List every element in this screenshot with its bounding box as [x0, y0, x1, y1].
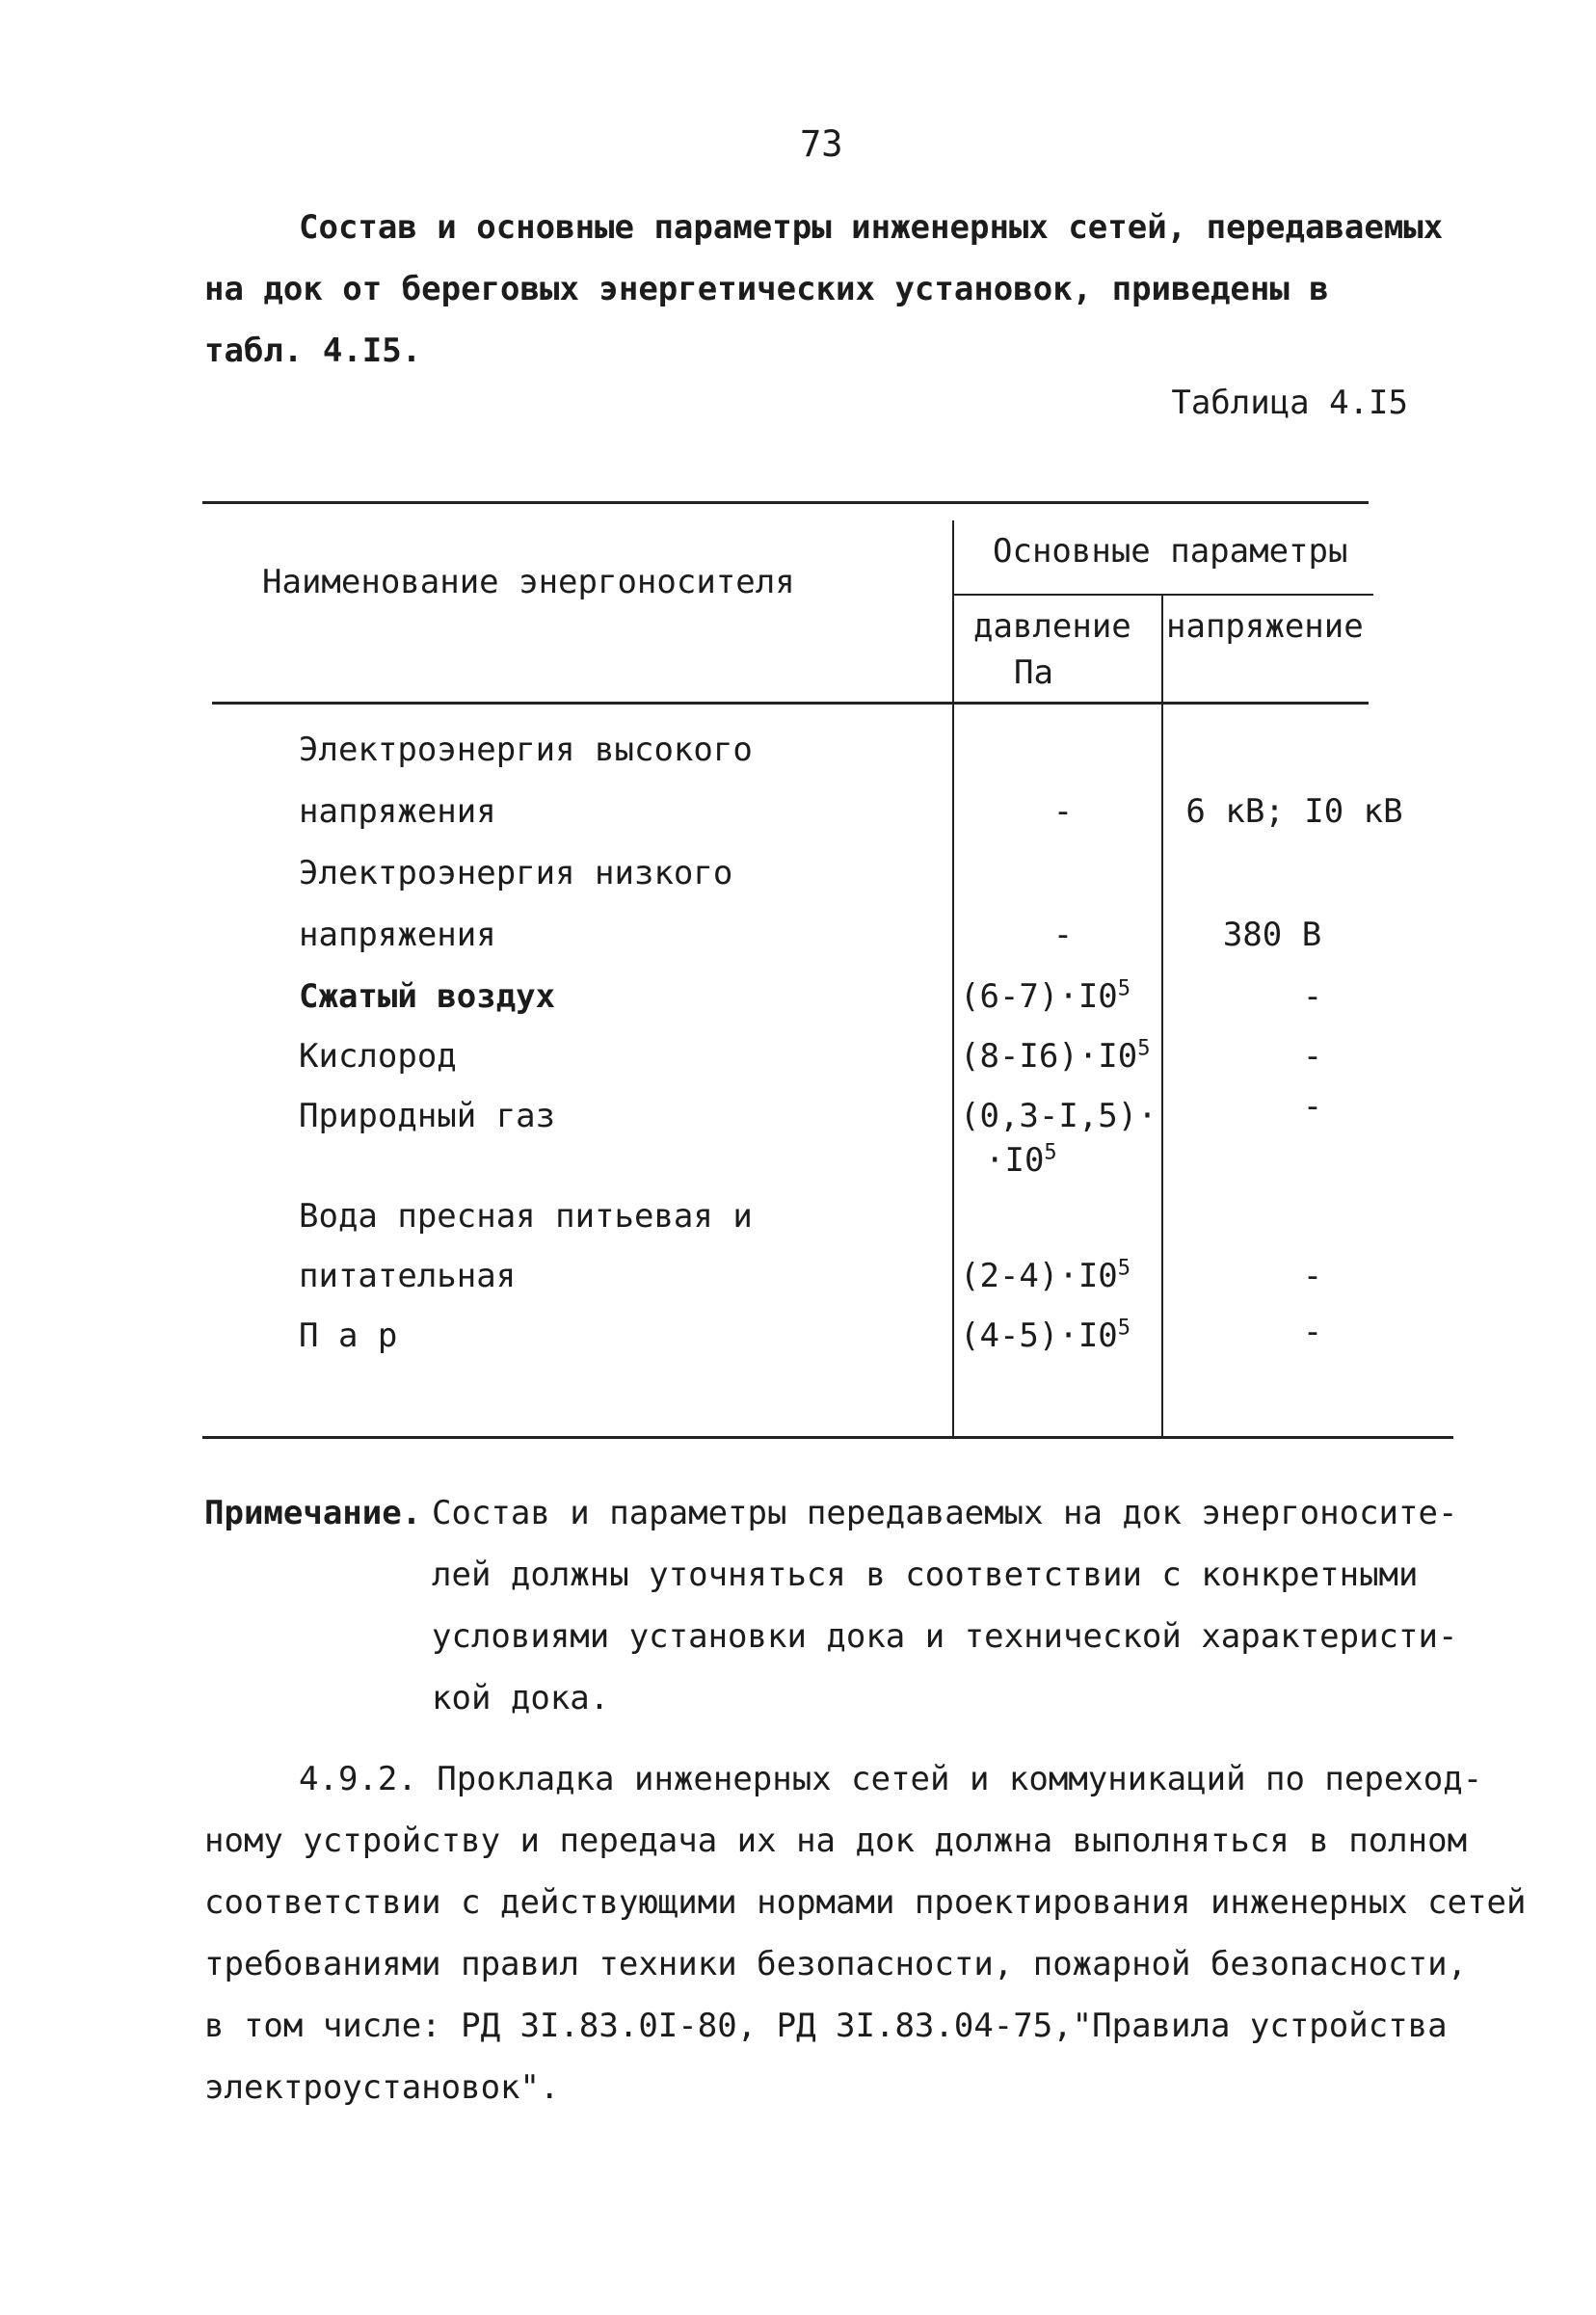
exponent: 5: [1117, 976, 1131, 1001]
pressure-value: $(4-5)\cdot I0^5$: [960, 1316, 1131, 1355]
note-line: лей должны уточняться в соответствии с конкретными: [432, 1556, 1419, 1594]
voltage-value: -: [1302, 1257, 1323, 1295]
paragraph-line: ному устройству и передача их на док должна выполняться в полном: [204, 1822, 1468, 1860]
voltage-value: -: [1302, 977, 1323, 1016]
carrier-name: напряжения: [299, 916, 496, 954]
pressure-value: -: [1052, 792, 1074, 831]
note-label: Примечание.: [204, 1494, 422, 1532]
paragraph-line: электроустановок".: [204, 2068, 560, 2107]
table-caption: Таблица 4.I5: [1171, 384, 1408, 422]
pressure-value: (0,3-I,5)·: [960, 1097, 1157, 1135]
intro-line: табл. 4.I5.: [204, 332, 422, 370]
pressure-value: $\cdot I0^5$: [985, 1140, 1057, 1180]
paragraph-line: в том числе: РД 3I.83.0I-80, РД 3I.83.04-75,"Правила устройства: [204, 2007, 1448, 2045]
carrier-name: Электроэнергия низкого: [299, 854, 733, 892]
header-voltage: напряжение: [1166, 607, 1364, 646]
carrier-name: Сжатый воздух: [299, 977, 556, 1016]
carrier-name: Электроэнергия высокого: [299, 731, 753, 769]
subheader-rule: [954, 594, 1373, 596]
note-line: Состав и параметры передаваемых на док энергоносите-: [432, 1494, 1458, 1532]
pressure-value: -: [1052, 916, 1074, 954]
exponent: 5: [1137, 1036, 1151, 1061]
pressure-value: $(2-4)\cdot I0^5$: [960, 1256, 1131, 1295]
carrier-name: Природный газ: [299, 1097, 556, 1135]
voltage-value: 6 кВ; I0 кВ: [1185, 792, 1403, 831]
voltage-value: -: [1302, 1313, 1323, 1351]
carrier-name: напряжения: [299, 792, 496, 831]
carrier-name: П а р: [299, 1317, 398, 1355]
note-line: условиями установки дока и технической характеристи-: [432, 1617, 1458, 1656]
voltage-value: -: [1302, 1037, 1323, 1076]
page-number: 73: [800, 123, 843, 165]
carrier-name: питательная: [299, 1257, 517, 1295]
paragraph-line: требованиями правил техники безопасности, пожарной безопасности,: [204, 1945, 1468, 1983]
pressure-value: $(8-I6)\cdot I0^5$: [960, 1036, 1151, 1076]
table-bottom-rule: [202, 1436, 1453, 1439]
exponent: 5: [1117, 1316, 1131, 1341]
column-divider: [1161, 594, 1163, 1436]
voltage-value: 380 В: [1222, 916, 1322, 954]
column-divider: [952, 520, 954, 1436]
header-name: Наименование энергоносителя: [262, 563, 795, 601]
intro-line: на док от береговых энергетических установок, приведены в: [204, 270, 1329, 308]
voltage-value: -: [1302, 1087, 1323, 1126]
exponent: 5: [1117, 1256, 1131, 1281]
intro-line: Состав и основные параметры инженерных сетей, передаваемых: [299, 208, 1444, 247]
header-bottom-rule: [212, 702, 1369, 705]
paragraph-line: 4.9.2. Прокладка инженерных сетей и коммуникаций по переход-: [299, 1760, 1483, 1798]
header-pressure: давление: [973, 607, 1131, 646]
header-group: Основные параметры: [993, 532, 1348, 571]
header-pressure-unit: Па: [1014, 653, 1053, 692]
carrier-name: Кислород: [299, 1037, 457, 1076]
note-line: кой дока.: [432, 1679, 610, 1717]
table-top-rule: [202, 501, 1369, 504]
carrier-name: Вода пресная питьевая и: [299, 1197, 753, 1236]
exponent: 5: [1044, 1140, 1057, 1165]
paragraph-line: соответствии с действующими нормами проектирования инженерных сетей: [204, 1883, 1527, 1922]
pressure-value: $(6-7)\cdot I0^5$: [960, 976, 1131, 1016]
